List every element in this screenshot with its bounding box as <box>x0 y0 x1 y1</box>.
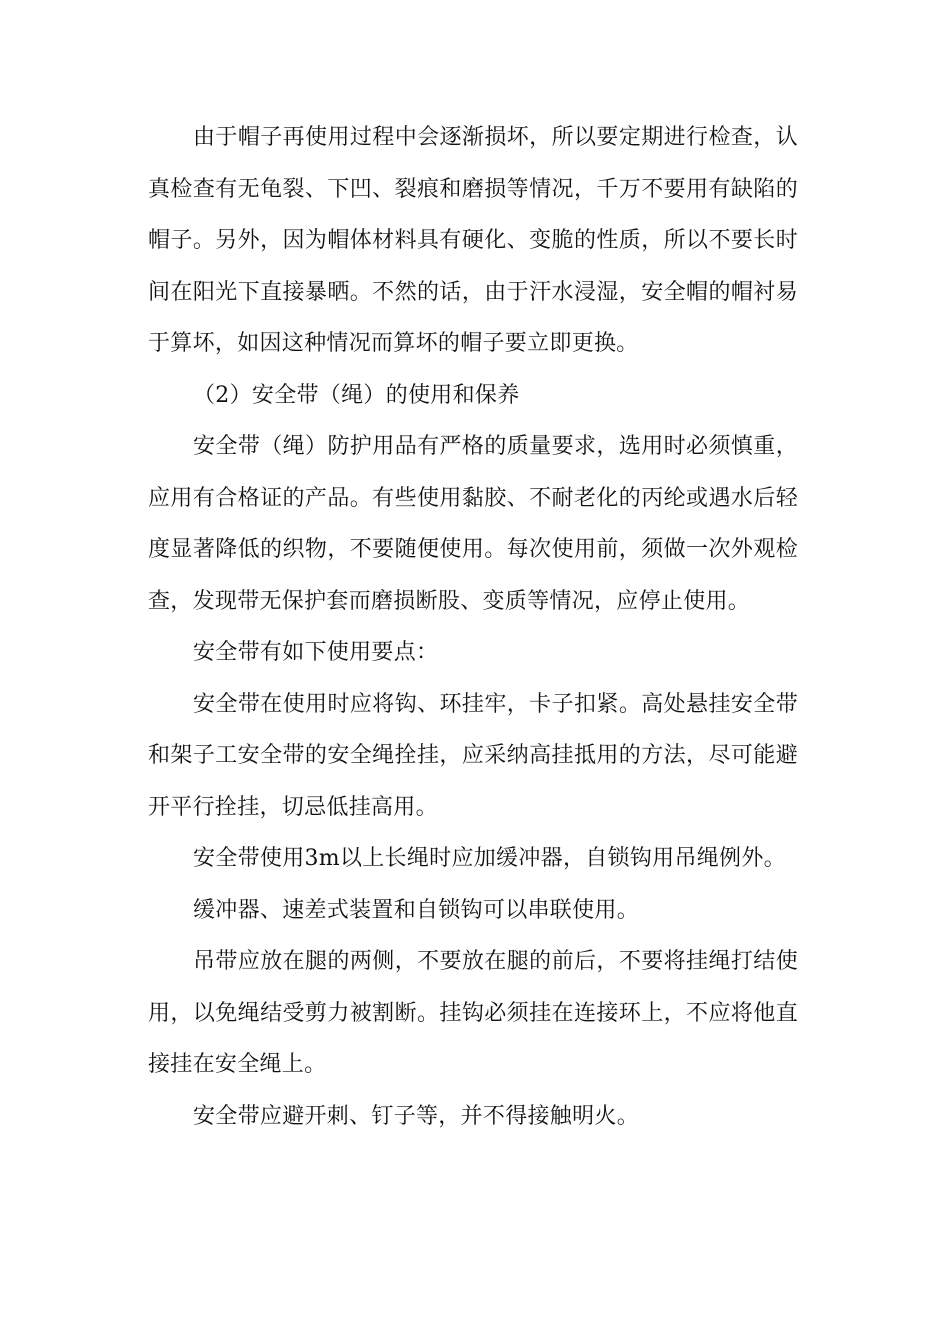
paragraph-hook-fastening: 安全带在使用时应将钩、环挂牢，卡子扣紧。高处悬挂安全带和架子工安全带的安全绳拴挂，应采纳高挂抵用的方法，尽可能避开平行拴挂，切忌低挂高用。 <box>148 691 798 820</box>
document-body <box>148 112 798 1142</box>
paragraph-long-rope-buffer: 安全带使用3m以上长绳时应加缓冲器，自锁钩用吊绳例外。 <box>193 846 786 871</box>
paragraph-avoid-sharp-fire: 安全带应避开刺、钉子等，并不得接触明火。 <box>193 1103 640 1129</box>
paragraph-helmet-inspection: 由于帽子再使用过程中会逐渐损坏，所以要定期进行检查，认真检查有无龟裂、下凹、裂痕和磨损等情况，千万不要用有缺陷的帽子。另外，因为帽体材料具有硬化、变脆的性质，所以不要长时间在阳光下直接暴晒。不然的话，由于汗水浸湿，安全帽的帽衬易于算坏，如因这种情况而算坏的帽子要立即更换。 <box>148 125 798 356</box>
paragraph-series-connection: 缓冲器、速差式装置和自锁钩可以串联使用。 <box>193 897 640 923</box>
paragraph-strap-placement: 吊带应放在腿的两侧，不要放在腿的前后，不要将挂绳打结使用，以免绳结受剪力被割断。挂钩必须挂在连接环上，不应将他直接挂在安全绳上。 <box>148 949 798 1077</box>
section-heading-safety-belt: （2）安全带（绳）的使用和保养 <box>193 382 520 408</box>
paragraph-usage-points-intro: 安全带有如下使用要点： <box>193 640 439 665</box>
paragraph-belt-quality: 安全带（绳）防护用品有严格的质量要求，选用时必须慎重，应用有合格证的产品。有些使用黏胶、不耐老化的丙纶或遇水后轻度显著降低的织物，不要随便使用。每次使用前，须做一次外观检查，发现带无保护套而磨损断股、变质等情况，应停止使用。 <box>148 434 798 614</box>
